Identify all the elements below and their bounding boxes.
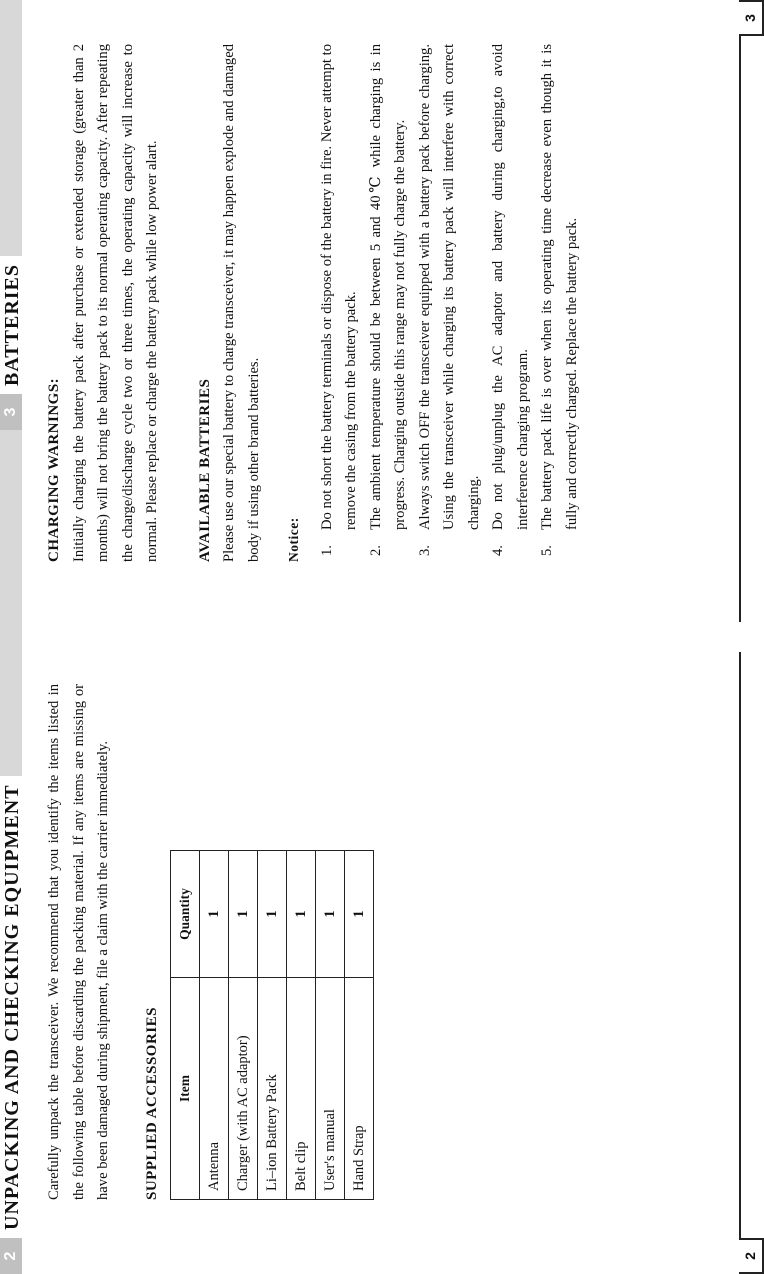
available-paragraph: Please use our special battery to charge transceiver, it may happen explode and damaged body if using other brand batteries. <box>221 44 262 562</box>
list-item: 4. Do not plug/unplug the AC adaptor and battery during charging,to avoid interference charging program. <box>490 44 531 556</box>
right-page-number: 3 <box>739 0 764 36</box>
table-cell-item: Hand Strap <box>345 978 374 1200</box>
notice-heading: Notice: <box>286 517 301 562</box>
table-cell-quantity: 1 <box>258 851 287 978</box>
table-row <box>287 851 316 1200</box>
table-cell-quantity: 1 <box>345 851 374 978</box>
list-item: 3. Always switch OFF the transceiver equipped with a battery pack before charging. Using the transceiver while charging its battery pack will interfere with correct charging. <box>416 44 482 556</box>
table-cell-item: Charger (with AC adaptor) <box>229 978 258 1200</box>
list-item: 2. The ambient temperature should be between 5 and 40℃ while charging is in progress. Charging outside this range may not fully charge the battery. <box>367 44 408 556</box>
table-row <box>345 851 374 1200</box>
accessories-heading: SUPPLIED ACCESSORIES <box>143 1007 160 1200</box>
table-cell-quantity: 1 <box>200 851 229 978</box>
table-cell-item: User's manual <box>316 978 345 1200</box>
left-page-number: 2 <box>739 1238 764 1274</box>
list-item: 5. The battery pack life is over when its operating time decrease even though it is fully and correctly charged. Replace the battery pack. <box>539 44 580 556</box>
table-cell-item: Li–ion Battery Pack <box>258 978 287 1200</box>
table-header-row <box>171 851 200 1200</box>
intro-paragraph: Carefully unpack the transceiver. We recommend that you identify the items listed in the following table before discarding the packing material. If any items are missing or have been damaged during shipment, file a claim with the carrier immediately. <box>46 684 111 1200</box>
charging-paragraph: Initially charging the battery pack after purchase or extended storage (greater than 2 months) will not bring the battery pack to its normal operating capacity. After repeating the charge/discharge cycle two or three times, the operating capacity will increase to normal. Please replace or charge the battery pack while low power alart. <box>70 44 160 562</box>
right-section-title: BATTERIES <box>0 256 22 394</box>
table-header-item: Item <box>171 978 200 1200</box>
list-item: 1. Do not short the battery terminals or dispose of the battery in fire. Never attempt to remove the casing from the battery pack. <box>318 44 359 556</box>
table-cell-quantity: 1 <box>287 851 316 978</box>
table-row <box>229 851 258 1200</box>
table-cell-quantity: 1 <box>316 851 345 978</box>
right-column <box>42 44 584 562</box>
accessories-table <box>170 850 374 1200</box>
charging-heading: CHARGING WARNINGS: <box>46 377 62 562</box>
left-column <box>42 684 374 1200</box>
table-header-quantity: Quantity <box>171 851 200 978</box>
right-section-number: 3 <box>0 394 22 430</box>
left-section-title: UNPACKING AND CHECKING EQUIPMENT <box>0 776 22 1238</box>
table-cell-item: Antenna <box>200 978 229 1200</box>
table-cell-quantity: 1 <box>229 851 258 978</box>
available-heading: AVAILABLE BATTERIES <box>196 378 213 562</box>
notice-list <box>315 44 585 562</box>
left-section-number: 2 <box>0 1238 22 1274</box>
table-cell-item: Belt clip <box>287 978 316 1200</box>
table-row <box>316 851 345 1200</box>
left-footer-line <box>739 652 741 1274</box>
right-footer-line <box>739 0 741 622</box>
table-row <box>200 851 229 1200</box>
table-row <box>258 851 287 1200</box>
